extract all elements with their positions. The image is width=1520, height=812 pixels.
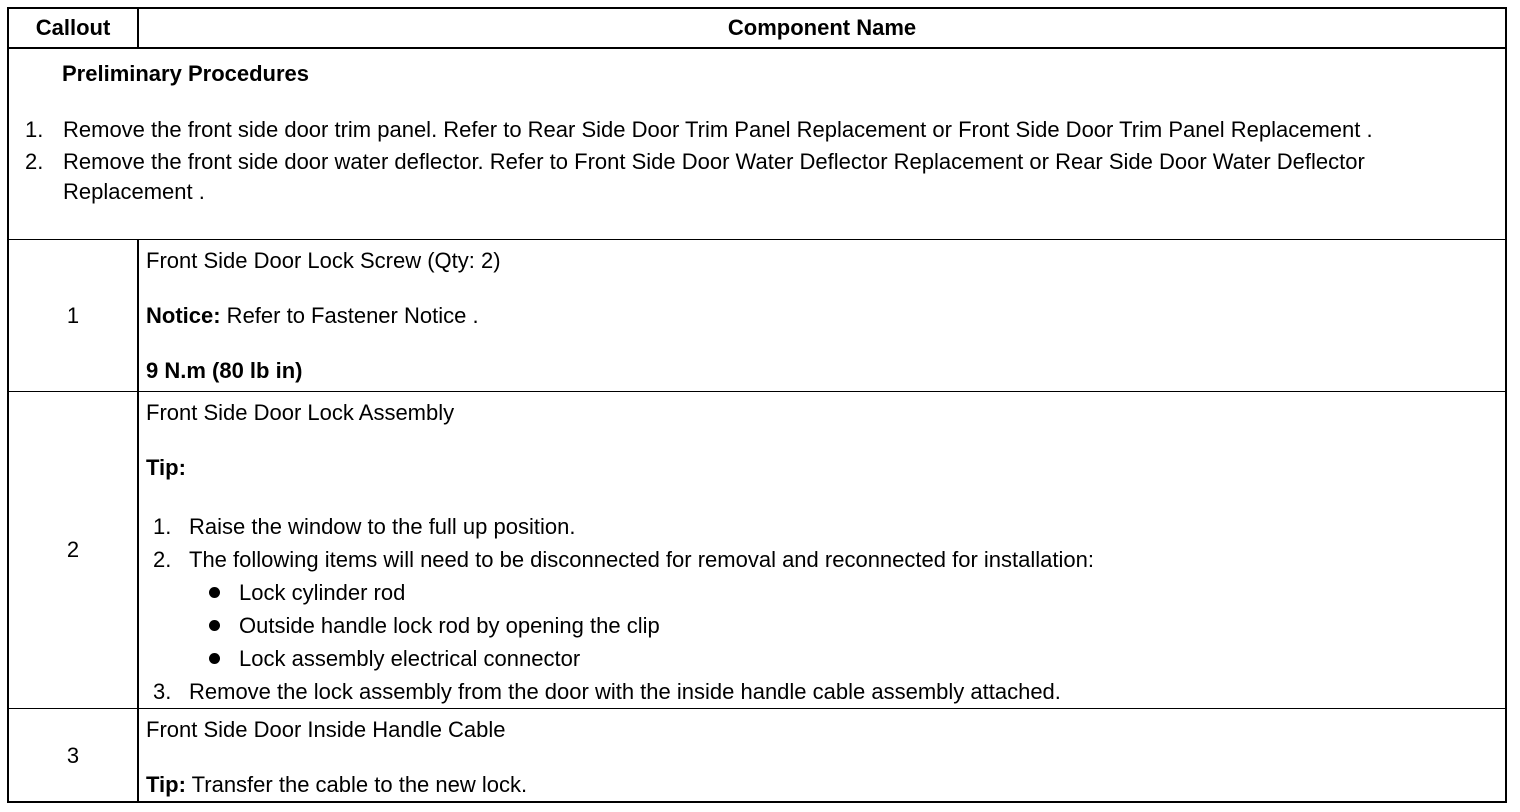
step-number: 3.	[153, 679, 172, 704]
bullet-item	[189, 609, 1094, 642]
component-name-header-cell	[139, 9, 1505, 47]
table-row	[9, 240, 1505, 392]
tip-step	[153, 675, 1094, 708]
bullet-text: Lock cylinder rod	[239, 580, 406, 605]
component-table	[7, 7, 1507, 803]
notice-line	[146, 303, 479, 329]
tip-step	[153, 510, 1094, 543]
preliminary-steps	[25, 115, 1465, 209]
component-name: Front Side Door Lock Screw (Qty: 2)	[146, 248, 501, 273]
callout-number: 2	[66, 537, 80, 562]
preliminary-step	[25, 115, 1465, 145]
component-cell	[139, 392, 1505, 708]
bullet-list	[189, 576, 1094, 675]
step-number: 1.	[25, 117, 44, 142]
callout-cell	[9, 240, 139, 391]
preliminary-title: Preliminary Procedures	[62, 61, 310, 86]
component-name-header: Component Name	[727, 15, 917, 40]
callout-number: 3	[66, 743, 80, 768]
bullet-text: Lock assembly electrical connector	[239, 646, 581, 671]
step-number: 2.	[25, 149, 44, 174]
tip-steps	[153, 510, 1094, 708]
table-row	[9, 709, 1505, 803]
bullet-icon	[209, 653, 220, 664]
notice-text: Refer to Fastener Notice .	[220, 303, 479, 328]
bullet-icon	[209, 587, 220, 598]
bullet-icon	[209, 620, 220, 631]
table-row	[9, 392, 1505, 709]
callout-number: 1	[66, 302, 80, 328]
torque-spec: 9 N.m (80 lb in)	[146, 358, 303, 383]
step-number: 1.	[153, 514, 172, 539]
tip-label: Tip:	[146, 455, 186, 480]
component-cell	[139, 240, 1505, 391]
step-text: The following items will need to be disconnected for removal and reconnected for installation:	[189, 547, 1094, 572]
bullet-item	[189, 576, 1094, 609]
callout-header: Callout	[35, 15, 111, 40]
tip-text: Transfer the cable to the new lock.	[185, 772, 528, 797]
table-header-row	[9, 9, 1505, 49]
component-name: Front Side Door Lock Assembly	[146, 400, 455, 425]
component-cell	[139, 709, 1505, 803]
callout-cell	[9, 392, 139, 708]
callout-cell	[9, 709, 139, 803]
preliminary-step	[25, 147, 1465, 207]
preliminary-procedures-row	[9, 49, 1505, 240]
tip-step	[153, 543, 1094, 675]
step-text: Remove the front side door water deflector. Refer to Front Side Door Water Deflector Replacement or Rear Side Door Water Deflector Replacement .	[63, 149, 1365, 204]
tip-label: Tip:	[146, 772, 186, 797]
step-text: Remove the front side door trim panel. Refer to Rear Side Door Trim Panel Replacement or Front Side Door Trim Panel Replacement .	[63, 117, 1373, 142]
bullet-item	[189, 642, 1094, 675]
step-number: 2.	[153, 547, 172, 572]
step-text: Remove the lock assembly from the door with the inside handle cable assembly attached.	[189, 679, 1061, 704]
callout-header-cell	[9, 9, 139, 47]
step-text: Raise the window to the full up position.	[189, 514, 576, 539]
component-name: Front Side Door Inside Handle Cable	[146, 717, 506, 742]
notice-label: Notice:	[146, 303, 221, 328]
bullet-text: Outside handle lock rod by opening the clip	[239, 613, 660, 638]
tip-line	[146, 772, 527, 798]
